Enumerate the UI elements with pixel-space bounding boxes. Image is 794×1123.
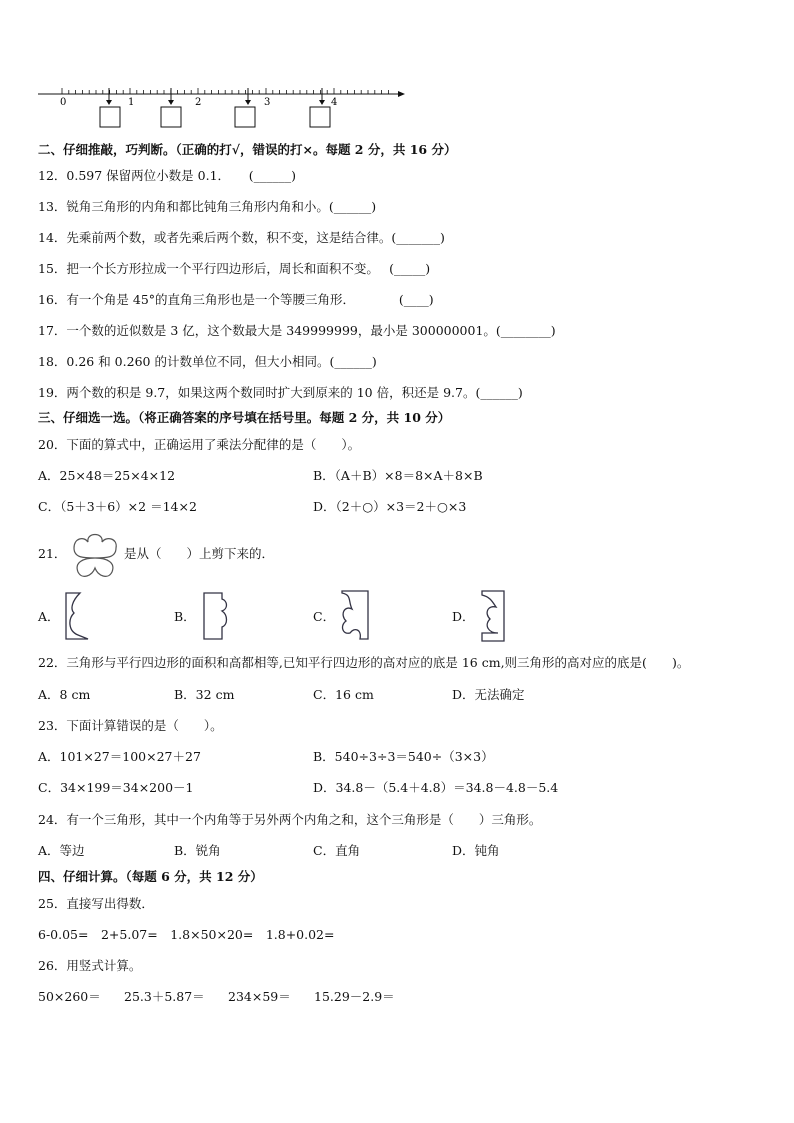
question-16: 16．有一个角是 45°的直角三角形也是一个等腰三角形． (____) xyxy=(38,292,434,307)
question-26-stem: 26．用竖式计算。 xyxy=(38,958,142,973)
answer-paren[interactable]: (________) xyxy=(495,323,556,338)
question-25-expressions: 6-0.05= 2+5.07= 1.8×50×20= 1.8+0.02= xyxy=(38,927,335,942)
question-21-stem: 是从（ ）上剪下来的． xyxy=(124,546,275,561)
number-line-label-3: 3 xyxy=(264,97,271,108)
answer-paren[interactable]: (______) xyxy=(475,385,523,400)
question-25-stem: 25．直接写出得数． xyxy=(38,896,154,911)
q21-option-b-figure[interactable] xyxy=(200,591,234,641)
q22-option-d[interactable]: D．无法确定 xyxy=(452,687,525,702)
q21-option-c-label[interactable]: C． xyxy=(313,609,336,624)
number-line-label-0: 0 xyxy=(60,97,67,108)
q23-option-a[interactable]: A．101×27＝100×27＋27 xyxy=(38,749,201,764)
answer-paren[interactable]: (______) xyxy=(248,168,297,183)
answer-paren[interactable]: (____) xyxy=(398,292,434,307)
q21-option-d-label[interactable]: D． xyxy=(452,609,475,624)
q26-expression-1: 50×260＝ xyxy=(38,989,101,1004)
q22-option-b[interactable]: B．32 cm xyxy=(174,687,235,702)
q24-option-c[interactable]: C．直角 xyxy=(313,843,361,858)
answer-paren[interactable]: (_____) xyxy=(389,261,431,276)
number-line-label-1: 1 xyxy=(128,97,135,108)
q21-option-a-label[interactable]: A． xyxy=(38,609,60,624)
clover-shape-image xyxy=(66,528,124,582)
question-20-stem: 20．下面的算式中，正确运用了乘法分配律的是（ ）。 xyxy=(38,437,361,452)
q20-option-a[interactable]: A．25×48＝25×4×12 xyxy=(38,468,176,483)
q21-option-a-figure[interactable] xyxy=(62,591,92,641)
q22-option-c[interactable]: C．16 cm xyxy=(313,687,374,702)
question-17: 17．一个数的近似数是 3 亿，这个数最大是 349999999，最小是 300000001。(________) xyxy=(38,323,556,338)
number-line-ticks xyxy=(62,88,388,94)
q26-expression-2: 25.3＋5.87＝ xyxy=(124,989,205,1004)
q20-option-d[interactable]: D．（2＋○）×3＝2＋○×3 xyxy=(313,499,467,514)
answer-paren[interactable]: (_______) xyxy=(391,230,445,245)
number-line-figure xyxy=(36,84,408,132)
question-12: 12．0.597 保留两位小数是 0.1． (______) xyxy=(38,168,297,183)
number-line-label-2: 2 xyxy=(195,97,202,108)
question-21-number: 21． xyxy=(38,546,67,561)
question-23-stem: 23．下面计算错误的是（ ）。 xyxy=(38,718,223,733)
q24-option-a[interactable]: A．等边 xyxy=(38,843,85,858)
q21-option-c-figure[interactable] xyxy=(338,589,374,643)
answer-paren[interactable]: (______) xyxy=(329,354,377,369)
question-24-stem: 24．有一个三角形，其中一个内角等于另外两个内角之和，这个三角形是（ ）三角形。 xyxy=(38,812,542,827)
q23-option-b[interactable]: B．540÷3÷3＝540÷（3×3） xyxy=(313,749,494,764)
question-14: 14．先乘前两个数，或者先乘后两个数，积不变，这是结合律。(_______) xyxy=(38,230,445,245)
section-3-title: 三、仔细选一选。（将正确答案的序号填在括号里。每题 2 分，共 10 分） xyxy=(38,410,451,425)
q22-option-a[interactable]: A．8 cm xyxy=(38,687,91,702)
q26-expression-4: 15.29－2.9＝ xyxy=(314,989,395,1004)
number-line-arrow xyxy=(398,91,405,97)
q26-expression-3: 234×59＝ xyxy=(228,989,291,1004)
q23-option-c[interactable]: C．34×199＝34×200－1 xyxy=(38,780,194,795)
number-line-label-4: 4 xyxy=(331,97,338,108)
question-13: 13．锐角三角形的内角和都比钝角三角形内角和小。(______) xyxy=(38,199,377,214)
question-19: 19．两个数的积是 9.7，如果这两个数同时扩大到原来的 10 倍，积还是 9.7。(______) xyxy=(38,385,523,400)
section-2-title: 二、仔细推敲，巧判断。（正确的打√，错误的打×。每题 2 分，共 16 分） xyxy=(38,142,457,157)
question-22-stem: 22．三角形与平行四边形的面积和高都相等,已知平行四边形的高对应的底是 16 cm,则三角形的高对应的底是( )。 xyxy=(38,655,690,670)
q21-option-d-figure[interactable] xyxy=(478,589,510,643)
q21-option-b-label[interactable]: B． xyxy=(174,609,196,624)
q24-option-d[interactable]: D．钝角 xyxy=(452,843,500,858)
answer-paren[interactable]: (______) xyxy=(328,199,377,214)
question-15: 15．把一个长方形拉成一个平行四边形后，周长和面积不变。 (_____) xyxy=(38,261,431,276)
q23-option-d[interactable]: D．34.8－（5.4＋4.8）＝34.8－4.8－5.4 xyxy=(313,780,559,795)
q24-option-b[interactable]: B．锐角 xyxy=(174,843,221,858)
q20-option-b[interactable]: B．（A＋B）×8＝8×A＋8×B xyxy=(313,468,483,483)
q20-option-c[interactable]: C．（5＋3＋6）×2 ＝14×2 xyxy=(38,499,197,514)
section-4-title: 四、仔细计算。（每题 6 分，共 12 分） xyxy=(38,869,263,884)
question-18: 18．0.26 和 0.260 的计数单位不同，但大小相同。(______) xyxy=(38,354,377,369)
